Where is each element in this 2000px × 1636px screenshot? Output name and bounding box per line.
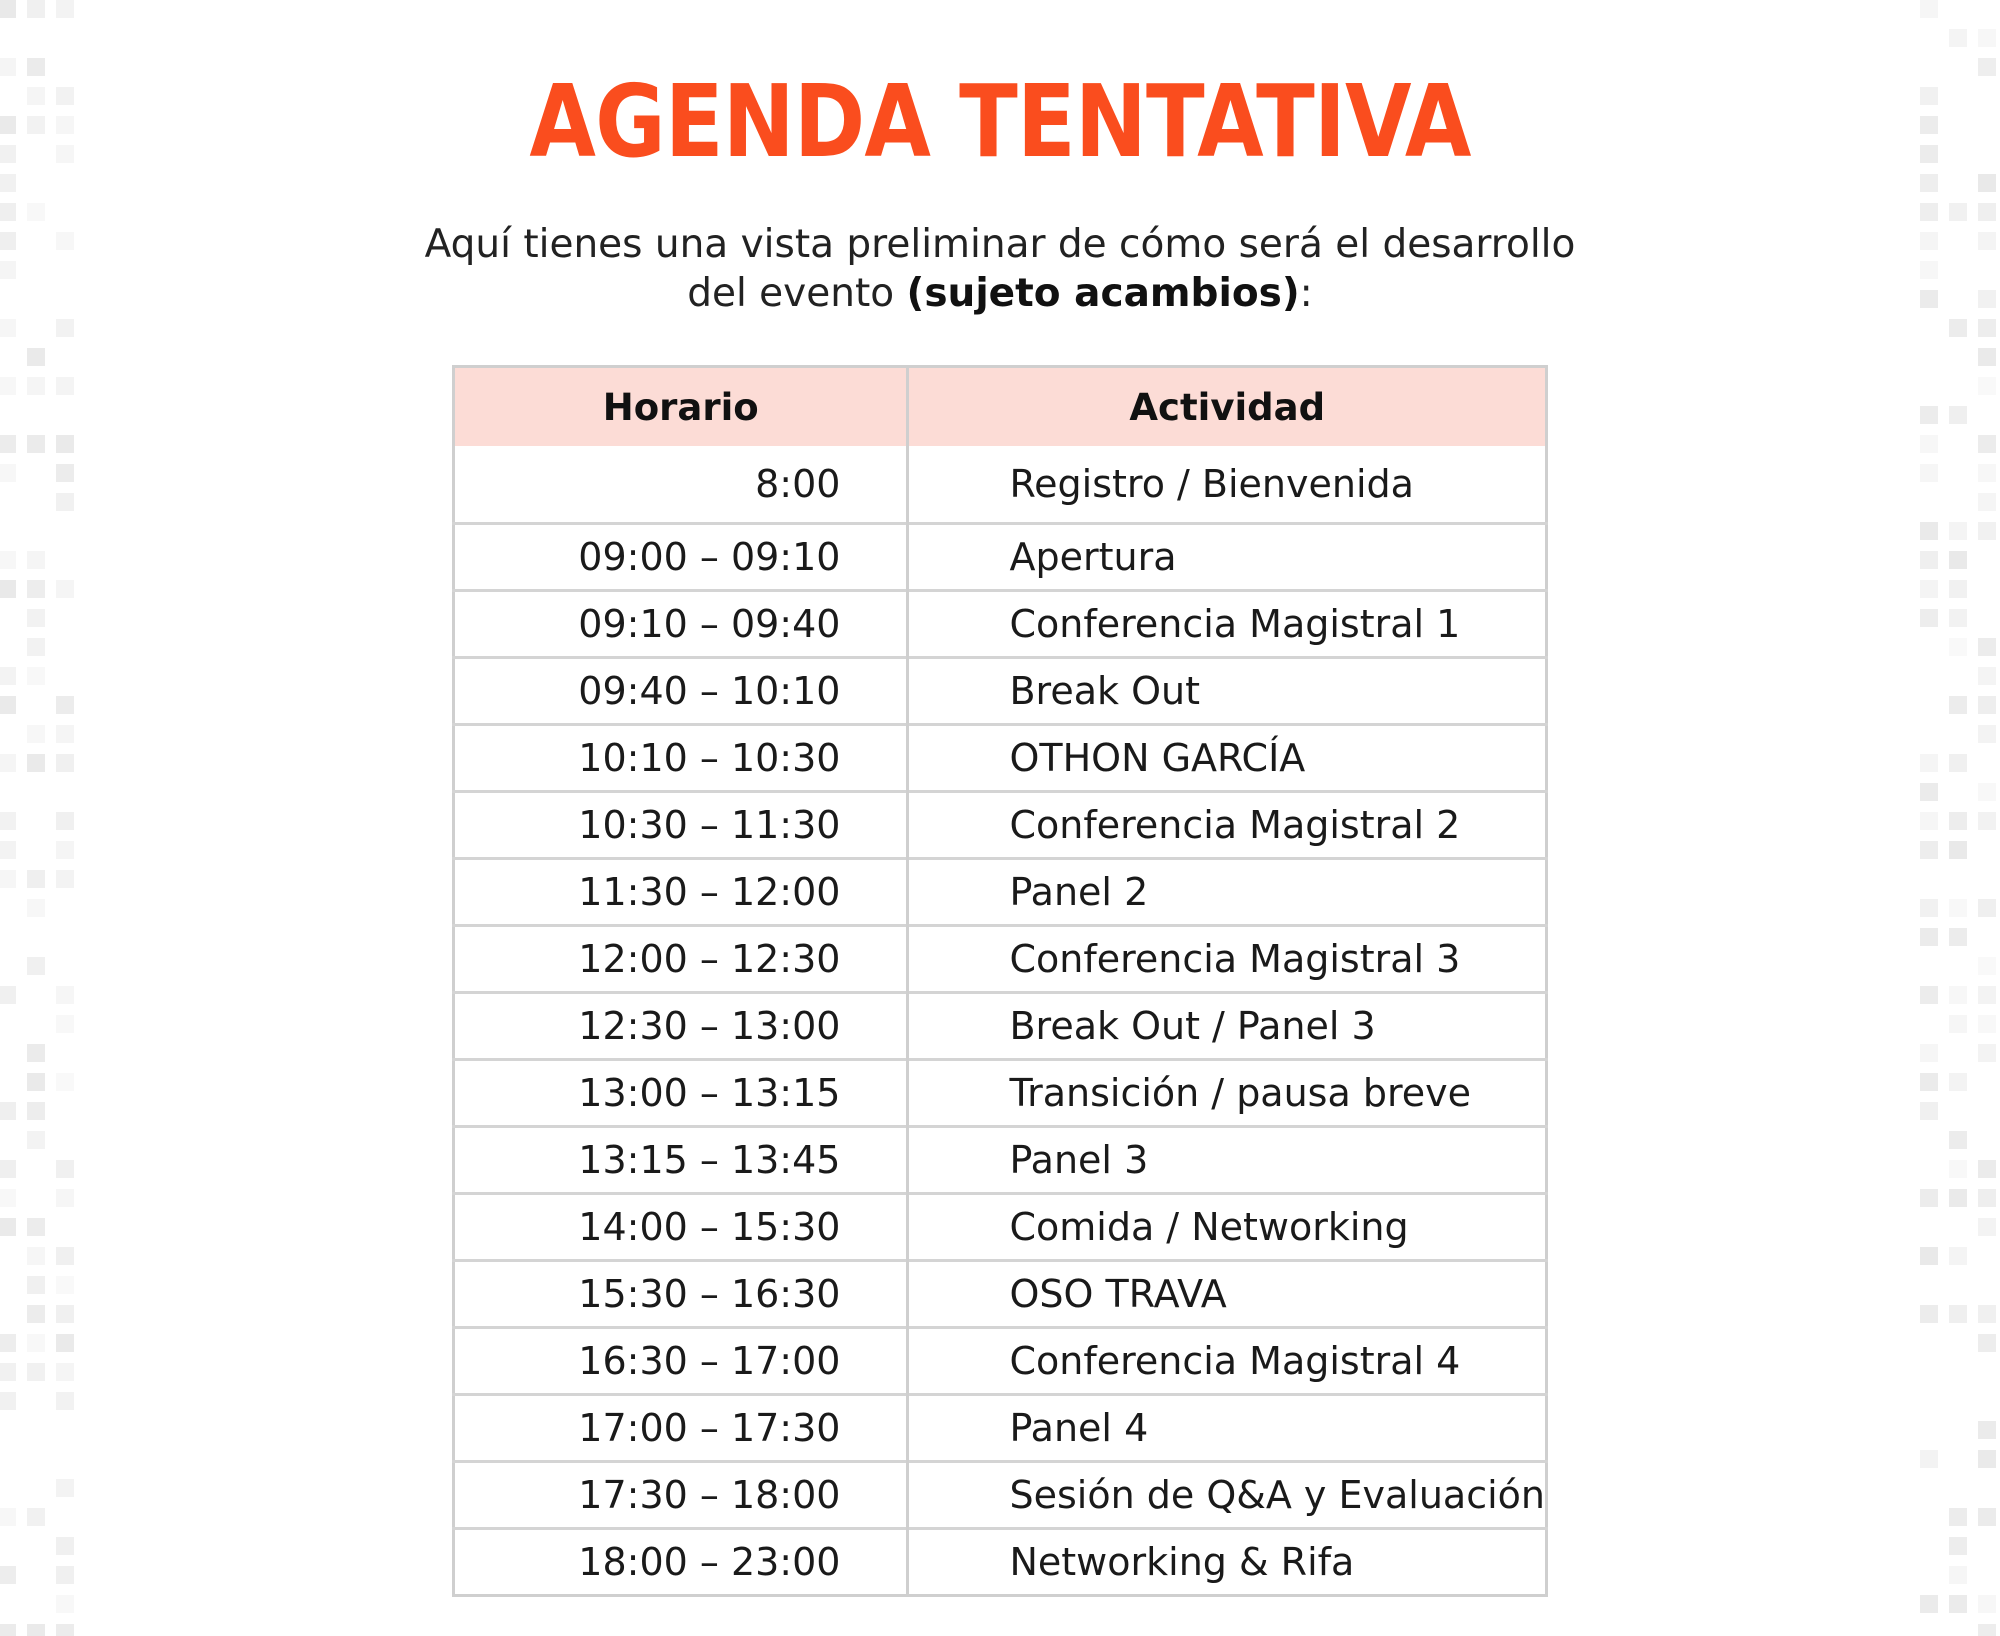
activity-cell: Panel 2 [908, 859, 1547, 926]
table-row [454, 446, 1547, 524]
activity-cell: Conferencia Magistral 2 [908, 792, 1547, 859]
table-row [454, 524, 1547, 591]
agenda-table [452, 365, 1548, 1597]
page-title: AGENDA TENTATIVA [529, 63, 1471, 180]
activity-cell: Networking & Rifa [908, 1529, 1547, 1596]
activity-cell: Panel 4 [908, 1395, 1547, 1462]
table-row [454, 1194, 1547, 1261]
time-cell: 09:10 – 09:40 [454, 591, 908, 658]
intro-line-1: Aquí tienes una vista preliminar de cómo será el desarrollo [424, 222, 1576, 267]
column-header-actividad: Actividad [908, 367, 1547, 447]
activity-cell: Transición / pausa breve [908, 1060, 1547, 1127]
time-cell: 17:30 – 18:00 [454, 1462, 908, 1529]
time-cell: 13:00 – 13:15 [454, 1060, 908, 1127]
time-cell: 10:30 – 11:30 [454, 792, 908, 859]
time-cell: 12:30 – 13:00 [454, 993, 908, 1060]
activity-cell: Conferencia Magistral 4 [908, 1328, 1547, 1395]
activity-cell: Comida / Networking [908, 1194, 1547, 1261]
table-row [454, 1529, 1547, 1596]
intro-line-2-suffix: : [1299, 271, 1313, 316]
column-header-horario: Horario [454, 367, 908, 447]
time-cell: 17:00 – 17:30 [454, 1395, 908, 1462]
time-cell: 09:40 – 10:10 [454, 658, 908, 725]
time-cell: 10:10 – 10:30 [454, 725, 908, 792]
time-cell: 11:30 – 12:00 [454, 859, 908, 926]
activity-cell: Break Out / Panel 3 [908, 993, 1547, 1060]
table-row [454, 1395, 1547, 1462]
intro-line-2 [0, 269, 2000, 318]
activity-cell: Registro / Bienvenida [1009, 462, 1414, 506]
intro-line-2-prefix: del evento [687, 271, 907, 316]
table-row [454, 658, 1547, 725]
time-cell: 14:00 – 15:30 [454, 1194, 908, 1261]
time-cell: 13:15 – 13:45 [454, 1127, 908, 1194]
time-cell: 12:00 – 12:30 [454, 926, 908, 993]
intro-text [0, 220, 2000, 318]
time-cell: 15:30 – 16:30 [454, 1261, 908, 1328]
table-row [454, 1127, 1547, 1194]
activity-cell: Conferencia Magistral 1 [908, 591, 1547, 658]
time-cell: 18:00 – 23:00 [454, 1529, 908, 1596]
table-row [454, 591, 1547, 658]
table-row [454, 792, 1547, 859]
table-row [454, 1328, 1547, 1395]
table-row [454, 1462, 1547, 1529]
time-cell: 16:30 – 17:00 [454, 1328, 908, 1395]
activity-cell: OTHON GARCÍA [908, 725, 1547, 792]
table-row [454, 725, 1547, 792]
activity-cell: OSO TRAVA [908, 1261, 1547, 1328]
agenda-body [454, 446, 1547, 1596]
time-cell: 8:00 [454, 446, 908, 524]
agenda-header-row [454, 367, 1547, 447]
activity-cell: Break Out [908, 658, 1547, 725]
table-row [454, 859, 1547, 926]
activity-cell: Sesión de Q&A y Evaluación [908, 1462, 1547, 1529]
table-row [454, 1261, 1547, 1328]
intro-line-2-emphasis: (sujeto acambios) [906, 271, 1300, 316]
table-row [454, 1060, 1547, 1127]
activity-cell: Panel 3 [908, 1127, 1547, 1194]
table-row [454, 926, 1547, 993]
table-row [454, 993, 1547, 1060]
time-cell: 09:00 – 09:10 [454, 524, 908, 591]
activity-cell: Conferencia Magistral 3 [908, 926, 1547, 993]
activity-cell: Apertura [908, 524, 1547, 591]
